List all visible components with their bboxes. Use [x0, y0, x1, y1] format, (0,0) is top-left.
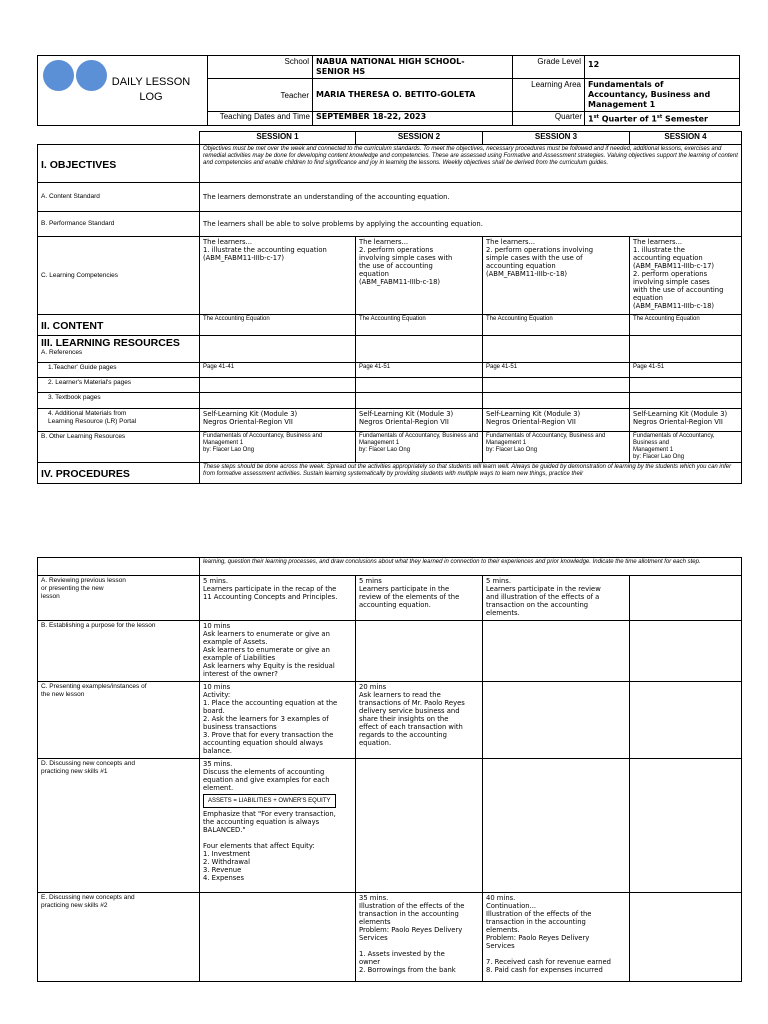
dll-title-cell — [38, 56, 208, 126]
header-table — [37, 55, 740, 126]
competencies-s3: The learners... 2. perform operations involving simple cases with the use of accounting equation (ABM_FABM11-IIIb-c-18) — [483, 237, 630, 315]
am-s2: Self-Learning Kit (Module 3) Negros Oriental-Region VII — [356, 409, 483, 432]
am-s3: Self-Learning Kit (Module 3) Negros Oriental-Region VII — [483, 409, 630, 432]
content-label: II. CONTENT — [38, 315, 200, 336]
procedures-label: IV. PROCEDURES — [38, 463, 200, 484]
other-resources-label: B. Other Learning Resources — [38, 432, 200, 463]
am-label: 4. Additional Materials from Learning Resource (LR) Portal — [38, 409, 200, 432]
content-s2: The Accounting Equation — [356, 315, 483, 336]
proc-b-label: B. Establishing a purpose for the lesson — [38, 621, 200, 682]
content-standard-text: The learners demonstrate an understanding of the accounting equation. — [200, 183, 742, 212]
resources-label — [38, 336, 200, 363]
proc-a-s1: 5 mins. Learners participate in the recap of the 11 Accounting Concepts and Principles. — [200, 576, 356, 621]
session-3-header: SESSION 3 — [483, 132, 630, 145]
performance-standard-text: The learners shall be able to solve problems by applying the accounting equation. — [200, 212, 742, 237]
competencies-s2: The learners... 2. perform operations involving simple cases with the use of accounting equation (ABM_FABM11-IIIb-c-18) — [356, 237, 483, 315]
content-s3: The Accounting Equation — [483, 315, 630, 336]
other-s3: Fundamentals of Accountancy, Business and Management 1 by: Flacer Lao Ong — [483, 432, 630, 463]
session-1-header: SESSION 1 — [200, 132, 356, 145]
competencies-s4: The learners... 1. illustrate the accounting equation (ABM_FABM11-IIIb-c-17) 2. perform operations involving simple cases with the use of accounting equation (ABM_FABM11-IIIb-c-18) — [630, 237, 742, 315]
proc-e-s3: 40 mins. Continuation... Illustration of the effects of the transaction in the accounting elements. Problem: Paolo Reyes Delivery Services 7. Received cash for revenue earned 8. Paid cash for expenses incurred — [483, 893, 630, 982]
tg-s2: Page 41-51 — [356, 363, 483, 378]
am-s4: Self-Learning Kit (Module 3) Negros Oriental-Region VII — [630, 409, 742, 432]
objectives-label: I. OBJECTIVES — [38, 145, 200, 183]
proc-a-s2: 5 mins Learners participate in the review of the elements of the accounting equation. — [356, 576, 483, 621]
proc-b-s1: 10 mins Ask learners to enumerate or give an example of Assets. Ask learners to enumerate or give an example of Liabilities Ask learners why Equity is the residual interest of the owner? — [200, 621, 356, 682]
content-standard-label: A. Content Standard — [38, 183, 200, 212]
proc-e-label: E. Discussing new concepts and practicing new skills #2 — [38, 893, 200, 982]
other-s4: Fundamentals of Accountancy, Business and Management 1 by: Flacer Lao Ong — [630, 432, 742, 463]
proc-d-s1-intro: 35 mins. Discuss the elements of accounting equation and give examples for each element. — [203, 760, 330, 792]
performance-standard-label: B. Performance Standard — [38, 212, 200, 237]
lm-label: 2. Learner's Material's pages — [38, 378, 200, 393]
tg-label: 1.Teacher' Guide pages — [38, 363, 200, 378]
tg-s4: Page 41-51 — [630, 363, 742, 378]
resources-heading: III. LEARNING RESOURCES — [41, 337, 180, 349]
proc-d-label: D. Discussing new concepts and practicing new skills #1 — [38, 759, 200, 893]
lesson-table-page1 — [37, 131, 742, 484]
accounting-equation-box: ASSETS = LIABILITIES + OWNER'S EQUITY — [203, 794, 336, 808]
grade-label: Grade Level — [513, 56, 585, 79]
dates-label: Teaching Dates and Time — [208, 112, 313, 126]
lesson-table-page2 — [37, 557, 742, 982]
other-s1: Fundamentals of Accountancy, Business and Management 1 by: Flacer Lao Ong — [200, 432, 356, 463]
proc-c-s2: 20 mins Ask learners to read the transactions of Mr. Paolo Reyes delivery service business and share their insights on the effect of each transaction with regards to the accounting equation. — [356, 682, 483, 759]
proc-a-s3: 5 mins. Learners participate in the review and illustration of the effects of a transaction on the accounting elements. — [483, 576, 630, 621]
competencies-s1: The learners... 1. illustrate the accounting equation (ABM_FABM11-IIIb-c-17) — [200, 237, 356, 315]
references-label: A. References — [41, 349, 83, 356]
proc-d-s1 — [200, 759, 356, 893]
objectives-note: Objectives must be met over the week and connected to the curriculum standards. To meet the objectives, necessary procedures must be followed and if needed, additional lessons, exercises and remedial activities may be done for developing content knowledge and competencies. These are assessed using Formative and Assessment strategies. Valuing objectives support the learning of content and competencies and enable children to find significance and joy in learning the lessons. Weekly objectives shall be derived from the curriculum guides. — [200, 145, 742, 183]
proc-e-s2: 35 mins. Illustration of the effects of the transaction in the accounting elements Problem: Paolo Reyes Delivery Services 1. Assets invested by the owner 2. Borrowings from the bank — [356, 893, 483, 982]
procedures-note-2: learning, question their learning processes, and draw conclusions about what they learned in connection to their experiences and prior knowledge. Indicate the time allotment for each step. — [200, 558, 742, 576]
dates-value: SEPTEMBER 18-22, 2023 — [313, 112, 513, 126]
proc-c-label: C. Presenting examples/instances of the new lesson — [38, 682, 200, 759]
proc-a-label: A. Reviewing previous lesson or presenting the new lesson — [38, 576, 200, 621]
grade-value: 12 — [585, 56, 740, 79]
tg-s1: Page 41-41 — [200, 363, 356, 378]
quarter-label: Quarter — [513, 112, 585, 126]
dll-title: DAILY LESSON LOG — [111, 76, 191, 104]
area-value: Fundamentals of Accountancy, Business and Management 1 — [585, 79, 740, 112]
quarter-value: 1st Quarter of 1st Semester — [585, 112, 740, 126]
proc-c-s1: 10 mins Activity: 1. Place the accounting equation at the board. 2. Ask the learners for 3 examples of business transactions 3. Prove that for every transaction the accounting equation should always balance. — [200, 682, 356, 759]
session-4-header: SESSION 4 — [630, 132, 742, 145]
content-s4: The Accounting Equation — [630, 315, 742, 336]
session-2-header: SESSION 2 — [356, 132, 483, 145]
area-label: Learning Area — [513, 79, 585, 112]
school-value: NABUA NATIONAL HIGH SCHOOL- SENIOR HS — [313, 56, 513, 79]
school-label: School — [208, 56, 313, 79]
am-s1: Self-Learning Kit (Module 3) Negros Oriental-Region VII — [200, 409, 356, 432]
other-s2: Fundamentals of Accountancy, Business and Management 1 by: Flacer Lao Ong — [356, 432, 483, 463]
tg-s3: Page 41-51 — [483, 363, 630, 378]
tb-label: 3. Textbook pages — [38, 393, 200, 409]
teacher-value: MARIA THERESA O. BETITO-GOLETA — [313, 79, 513, 112]
teacher-label: Teacher — [208, 79, 313, 112]
procedures-note-1: These steps should be done across the week. Spread out the activities appropriately so that students will learn well. Always be guided by demonstration of learning by the students which you can infer from formative assessment activities. Sustain learning systematically by providing students with multiple ways to learn new things, practice their — [200, 463, 742, 484]
proc-d-s1-details: Emphasize that "For every transaction, the accounting equation is always BALANCED." Four elements that affect Equity: 1. Investment 2. Withdrawal 3. Revenue 4. Expenses — [203, 810, 336, 882]
content-s1: The Accounting Equation — [200, 315, 356, 336]
competencies-label: C. Learning Competencies — [38, 237, 200, 315]
